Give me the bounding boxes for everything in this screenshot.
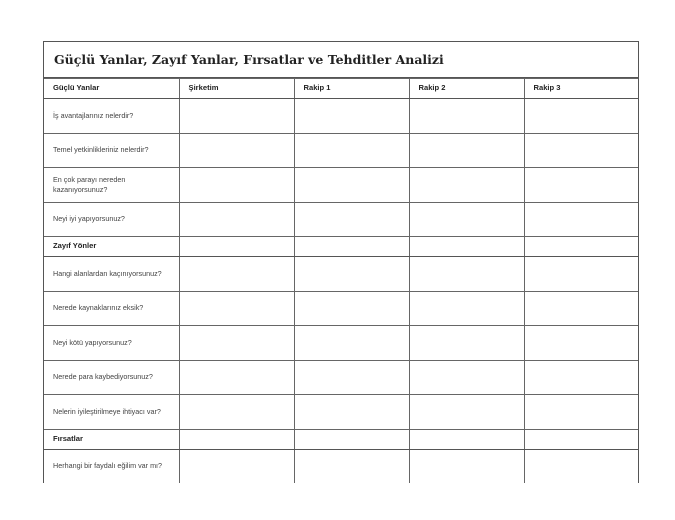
empty-cell [524, 429, 639, 449]
answer-cell-competitor-3[interactable] [524, 202, 639, 237]
answer-cell-competitor-2[interactable] [409, 326, 524, 361]
swot-table [44, 78, 639, 483]
answer-cell-competitor-1[interactable] [294, 257, 409, 292]
table-row [44, 168, 639, 203]
answer-cell-competitor-2[interactable] [409, 202, 524, 237]
answer-cell-competitor-1[interactable] [294, 99, 409, 134]
answer-cell-my-company[interactable] [179, 360, 294, 395]
answer-cell-my-company[interactable] [179, 257, 294, 292]
question-label: Neyi kötü yapıyorsunuz? [44, 326, 179, 361]
title-bar [44, 42, 638, 78]
question-label: Hangi alanlardan kaçınıyorsunuz? [44, 257, 179, 292]
question-label: Nerede para kaybediyorsunuz? [44, 360, 179, 395]
page-title: Güçlü Yanlar, Zayıf Yanlar, Fırsatlar ve Tehditler Analizi [54, 52, 444, 67]
answer-cell-competitor-2[interactable] [409, 133, 524, 168]
answer-cell-competitor-1[interactable] [294, 168, 409, 203]
question-label: Temel yetkinlikleriniz nelerdir? [44, 133, 179, 168]
answer-cell-competitor-3[interactable] [524, 257, 639, 292]
section-heading: Zayıf Yönler [44, 237, 179, 257]
question-label: Herhangi bir faydalı eğilim var mı? [44, 449, 179, 483]
section-row-weaknesses [44, 237, 639, 257]
table-row [44, 395, 639, 430]
answer-cell-competitor-1[interactable] [294, 360, 409, 395]
empty-cell [294, 429, 409, 449]
question-label: En çok parayı nereden kazanıyorsunuz? [44, 168, 179, 203]
question-label: Nelerin iyileştirilmeye ihtiyacı var? [44, 395, 179, 430]
answer-cell-competitor-2[interactable] [409, 291, 524, 326]
column-header-strengths: Güçlü Yanlar [44, 79, 179, 99]
column-header-competitor-1: Rakip 1 [294, 79, 409, 99]
section-row-opportunities [44, 429, 639, 449]
answer-cell-competitor-1[interactable] [294, 202, 409, 237]
answer-cell-competitor-3[interactable] [524, 99, 639, 134]
swot-analysis-sheet [43, 41, 639, 483]
answer-cell-my-company[interactable] [179, 168, 294, 203]
answer-cell-my-company[interactable] [179, 291, 294, 326]
answer-cell-competitor-1[interactable] [294, 449, 409, 483]
empty-cell [409, 237, 524, 257]
answer-cell-competitor-3[interactable] [524, 291, 639, 326]
question-label: İş avantajlarınız nelerdir? [44, 99, 179, 134]
answer-cell-competitor-2[interactable] [409, 168, 524, 203]
table-row [44, 99, 639, 134]
answer-cell-competitor-2[interactable] [409, 360, 524, 395]
empty-cell [409, 429, 524, 449]
empty-cell [179, 429, 294, 449]
answer-cell-my-company[interactable] [179, 449, 294, 483]
answer-cell-my-company[interactable] [179, 326, 294, 361]
answer-cell-competitor-3[interactable] [524, 360, 639, 395]
answer-cell-my-company[interactable] [179, 133, 294, 168]
empty-cell [179, 237, 294, 257]
table-row [44, 360, 639, 395]
empty-cell [524, 237, 639, 257]
answer-cell-competitor-1[interactable] [294, 291, 409, 326]
answer-cell-competitor-3[interactable] [524, 326, 639, 361]
table-row [44, 133, 639, 168]
table-row [44, 257, 639, 292]
question-label: Neyi iyi yapıyorsunuz? [44, 202, 179, 237]
table-row [44, 202, 639, 237]
column-header-competitor-2: Rakip 2 [409, 79, 524, 99]
answer-cell-competitor-2[interactable] [409, 99, 524, 134]
answer-cell-competitor-1[interactable] [294, 395, 409, 430]
answer-cell-competitor-3[interactable] [524, 168, 639, 203]
answer-cell-competitor-2[interactable] [409, 395, 524, 430]
table-row [44, 449, 639, 483]
answer-cell-competitor-3[interactable] [524, 449, 639, 483]
answer-cell-competitor-2[interactable] [409, 449, 524, 483]
table-row [44, 291, 639, 326]
empty-cell [294, 237, 409, 257]
answer-cell-competitor-2[interactable] [409, 257, 524, 292]
question-label: Nerede kaynaklarınız eksik? [44, 291, 179, 326]
column-header-my-company: Şirketim [179, 79, 294, 99]
answer-cell-competitor-3[interactable] [524, 133, 639, 168]
answer-cell-my-company[interactable] [179, 395, 294, 430]
answer-cell-my-company[interactable] [179, 202, 294, 237]
answer-cell-competitor-1[interactable] [294, 133, 409, 168]
table-row [44, 326, 639, 361]
answer-cell-my-company[interactable] [179, 99, 294, 134]
section-heading: Fırsatlar [44, 429, 179, 449]
answer-cell-competitor-3[interactable] [524, 395, 639, 430]
table-header-row [44, 79, 639, 99]
answer-cell-competitor-1[interactable] [294, 326, 409, 361]
column-header-competitor-3: Rakip 3 [524, 79, 639, 99]
